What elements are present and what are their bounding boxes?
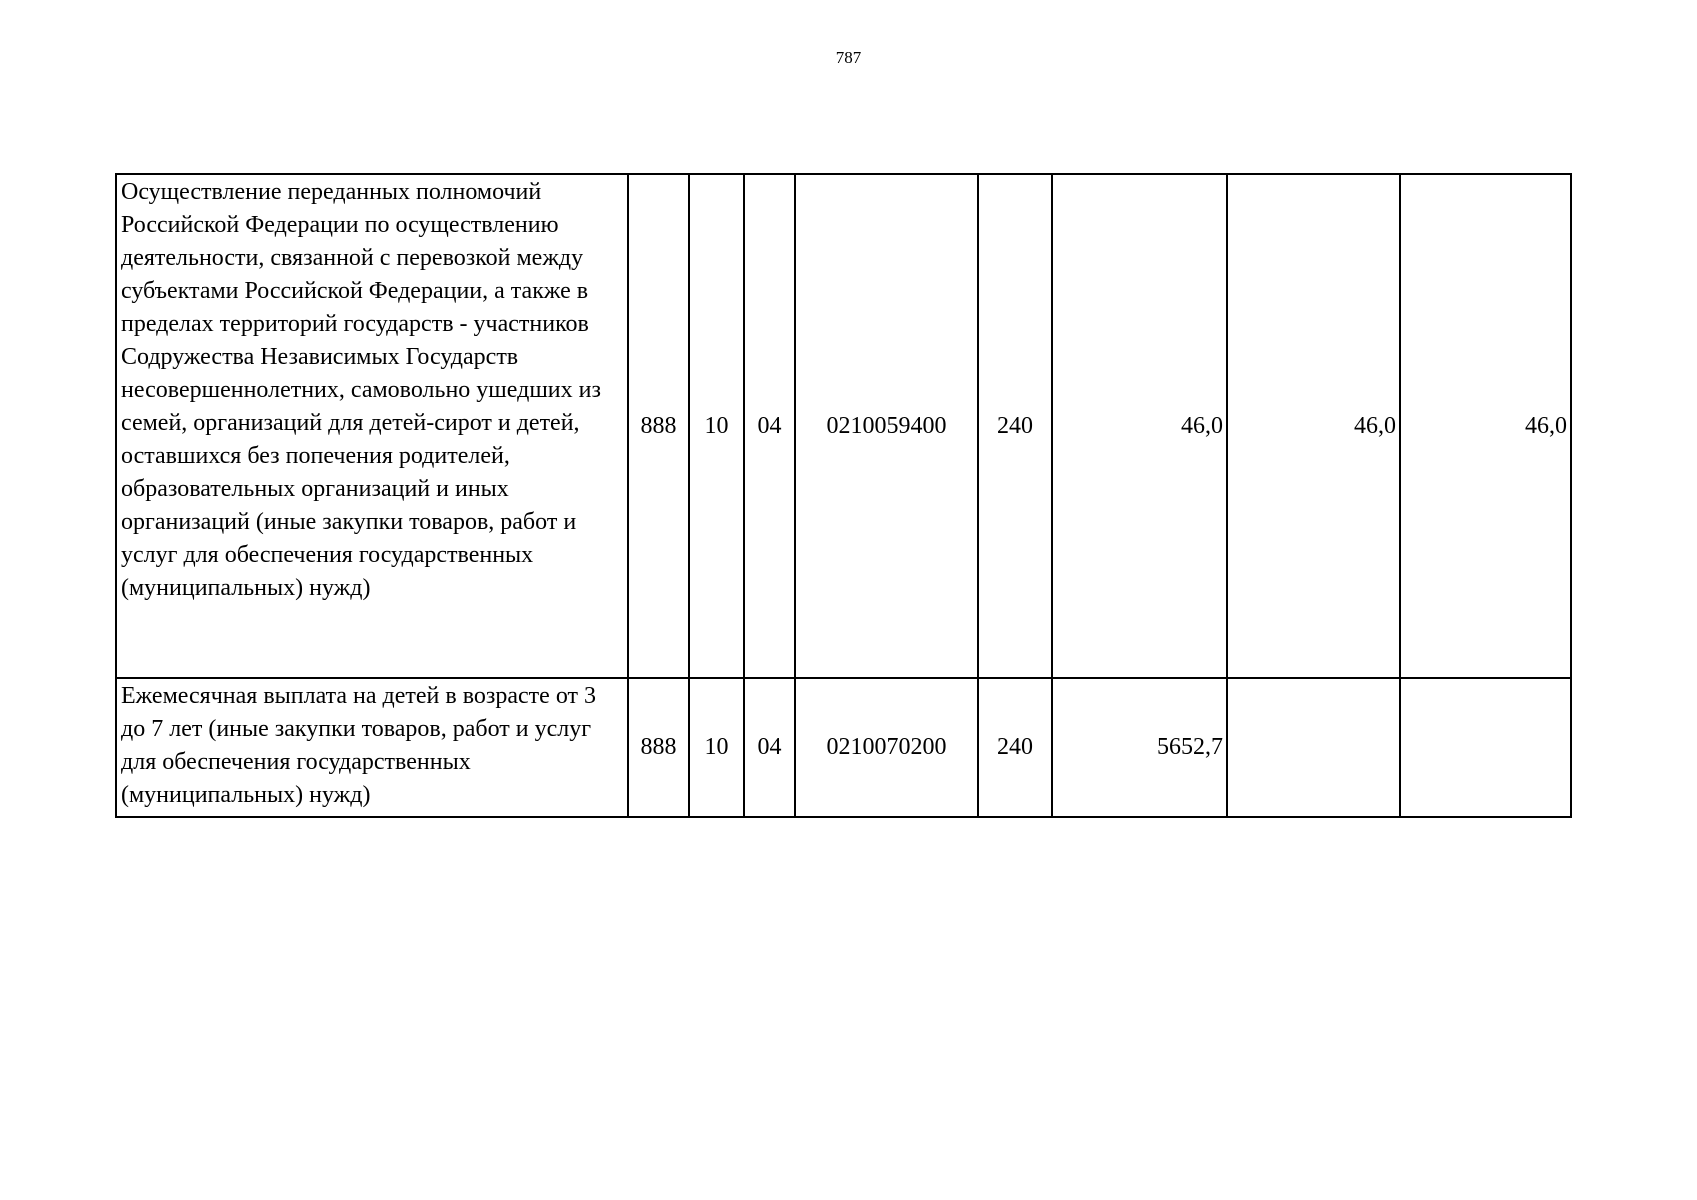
amount-2: 46,0 [1227, 174, 1400, 678]
expense-type-code: 240 [978, 678, 1052, 817]
amount-2 [1227, 678, 1400, 817]
amount-1: 46,0 [1052, 174, 1227, 678]
section-code: 10 [689, 678, 744, 817]
subsection-code: 04 [744, 174, 795, 678]
row-description: Ежемесячная выплата на детей в возрасте от 3 до 7 лет (иные закупки товаров, работ и услуг для обеспечения государственных (муниципальных) нужд) [116, 678, 628, 817]
target-article-code: 0210059400 [795, 174, 978, 678]
target-article-code: 0210070200 [795, 678, 978, 817]
subsection-code: 04 [744, 678, 795, 817]
amount-1: 5652,7 [1052, 678, 1227, 817]
ministry-code: 888 [628, 174, 689, 678]
row-description: Осуществление переданных полномочий Российской Федерации по осуществлению деятельности, связанной с перевозкой между субъектами Российской Федерации, а также в пределах территорий государств - участников Содружества Независимых Государств несовершеннолетних, самовольно ушедших из семей, организаций для детей-сирот и детей, оставшихся без попечения родителей, образовательных организаций и иных организаций (иные закупки товаров, работ и услуг для обеспечения государственных (муниципальных) нужд) [116, 174, 628, 678]
expense-type-code: 240 [978, 174, 1052, 678]
table-row [116, 678, 1571, 817]
section-code: 10 [689, 174, 744, 678]
page-number: 787 [835, 48, 862, 67]
ministry-code: 888 [628, 678, 689, 817]
amount-3: 46,0 [1400, 174, 1571, 678]
budget-table [115, 173, 1572, 818]
amount-3 [1400, 678, 1571, 817]
table-row [116, 174, 1571, 678]
